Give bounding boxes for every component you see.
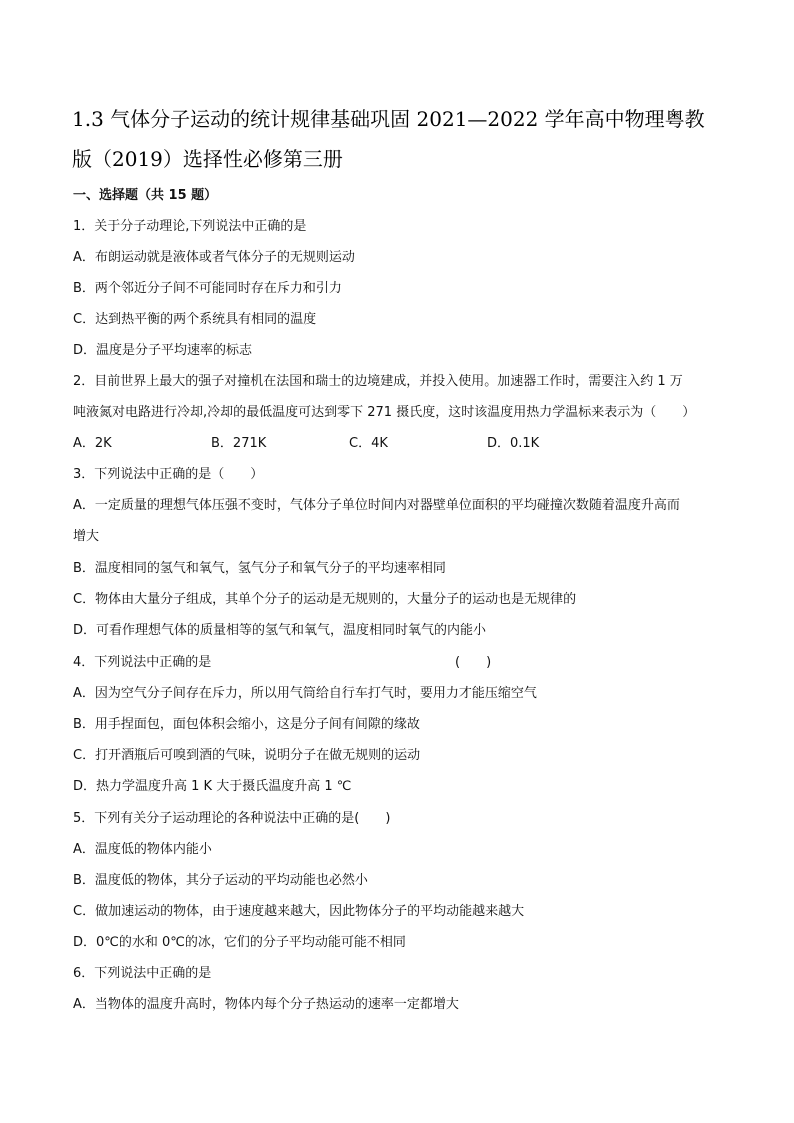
question-3-option-a-line-2: 增大 [73,529,100,544]
question-2-stem-line-1: 2．目前世界上最大的强子对撞机在法国和瑞士的边境建成，并投入使用。加速器工作时，需要注入约 1 万 [73,374,683,389]
question-3-option-b: B．温度相同的氢气和氧气，氢气分子和氧气分子的平均速率相同 [73,561,446,576]
question-3-option-c: C．物体由大量分子组成，其单个分子的运动是无规则的，大量分子的运动也是无规律的 [73,592,577,607]
question-4-answer-blank: ( ) [455,655,492,670]
question-3-stem: 3．下列说法中正确的是（ ） [73,467,264,482]
question-2-option-d: D．0.1K [487,436,540,451]
question-5-option-a: A．温度低的物体内能小 [73,842,212,857]
question-4-option-c: C．打开酒瓶后可嗅到酒的气味，说明分子在做无规则的运动 [73,748,421,763]
question-3-option-a-line-1: A．一定质量的理想气体压强不变时，气体分子单位时间内对器壁单位面积的平均碰撞次数随着温度升高而 [73,498,680,513]
question-6-option-a: A．当物体的温度升高时，物体内每个分子热运动的速率一定都增大 [73,997,459,1012]
question-1-option-c: C．达到热平衡的两个系统具有相同的温度 [73,312,317,327]
question-6-stem: 6．下列说法中正确的是 [73,966,212,981]
question-2-option-c: C．4K [349,436,388,451]
question-5-option-c: C．做加速运动的物体，由于速度越来越大，因此物体分子的平均动能越来越大 [73,904,525,919]
question-1-option-d: D．温度是分子平均速率的标志 [73,343,253,358]
document-title-line-2: 版（2019）选择性必修第三册 [72,147,343,171]
document-title-line-1: 1.3 气体分子运动的统计规律基础巩固 2021—2022 学年高中物理粤教 [72,107,705,131]
question-1-stem: 1．关于分子动理论,下列说法中正确的是 [73,219,307,234]
question-4-option-b: B．用手捏面包，面包体积会缩小，这是分子间有间隙的缘故 [73,717,420,732]
question-5-option-b: B．温度低的物体，其分子运动的平均动能也必然小 [73,873,368,888]
question-4-stem: 4．下列说法中正确的是 [73,655,212,670]
question-3-option-d: D．可看作理想气体的质量相等的氢气和氧气，温度相同时氧气的内能小 [73,623,487,638]
question-2-option-b: B．271K [211,436,267,451]
question-2-stem-line-2: 吨液氮对电路进行冷却,冷却的最低温度可达到零下 271 摄氏度，这时该温度用热力学温标来表示为（ ） [73,405,696,420]
question-4-option-a: A．因为空气分子间存在斥力，所以用气筒给自行车打气时，要用力才能压缩空气 [73,686,537,701]
question-2-option-a: A．2K [73,436,112,451]
question-5-stem: 5．下列有关分子运动理论的各种说法中正确的是( ) [73,811,391,826]
section-heading: 一、选择题（共 15 题） [73,188,218,203]
question-1-option-a: A．布朗运动就是液体或者气体分子的无规则运动 [73,250,355,265]
question-4-option-d: D．热力学温度升高 1 K 大于摄氏温度升高 1 ℃ [73,779,352,794]
question-1-option-b: B．两个邻近分子间不可能同时存在斥力和引力 [73,281,342,296]
question-5-option-d: D．0℃的水和 0℃的冰，它们的分子平均动能可能不相同 [73,935,406,950]
